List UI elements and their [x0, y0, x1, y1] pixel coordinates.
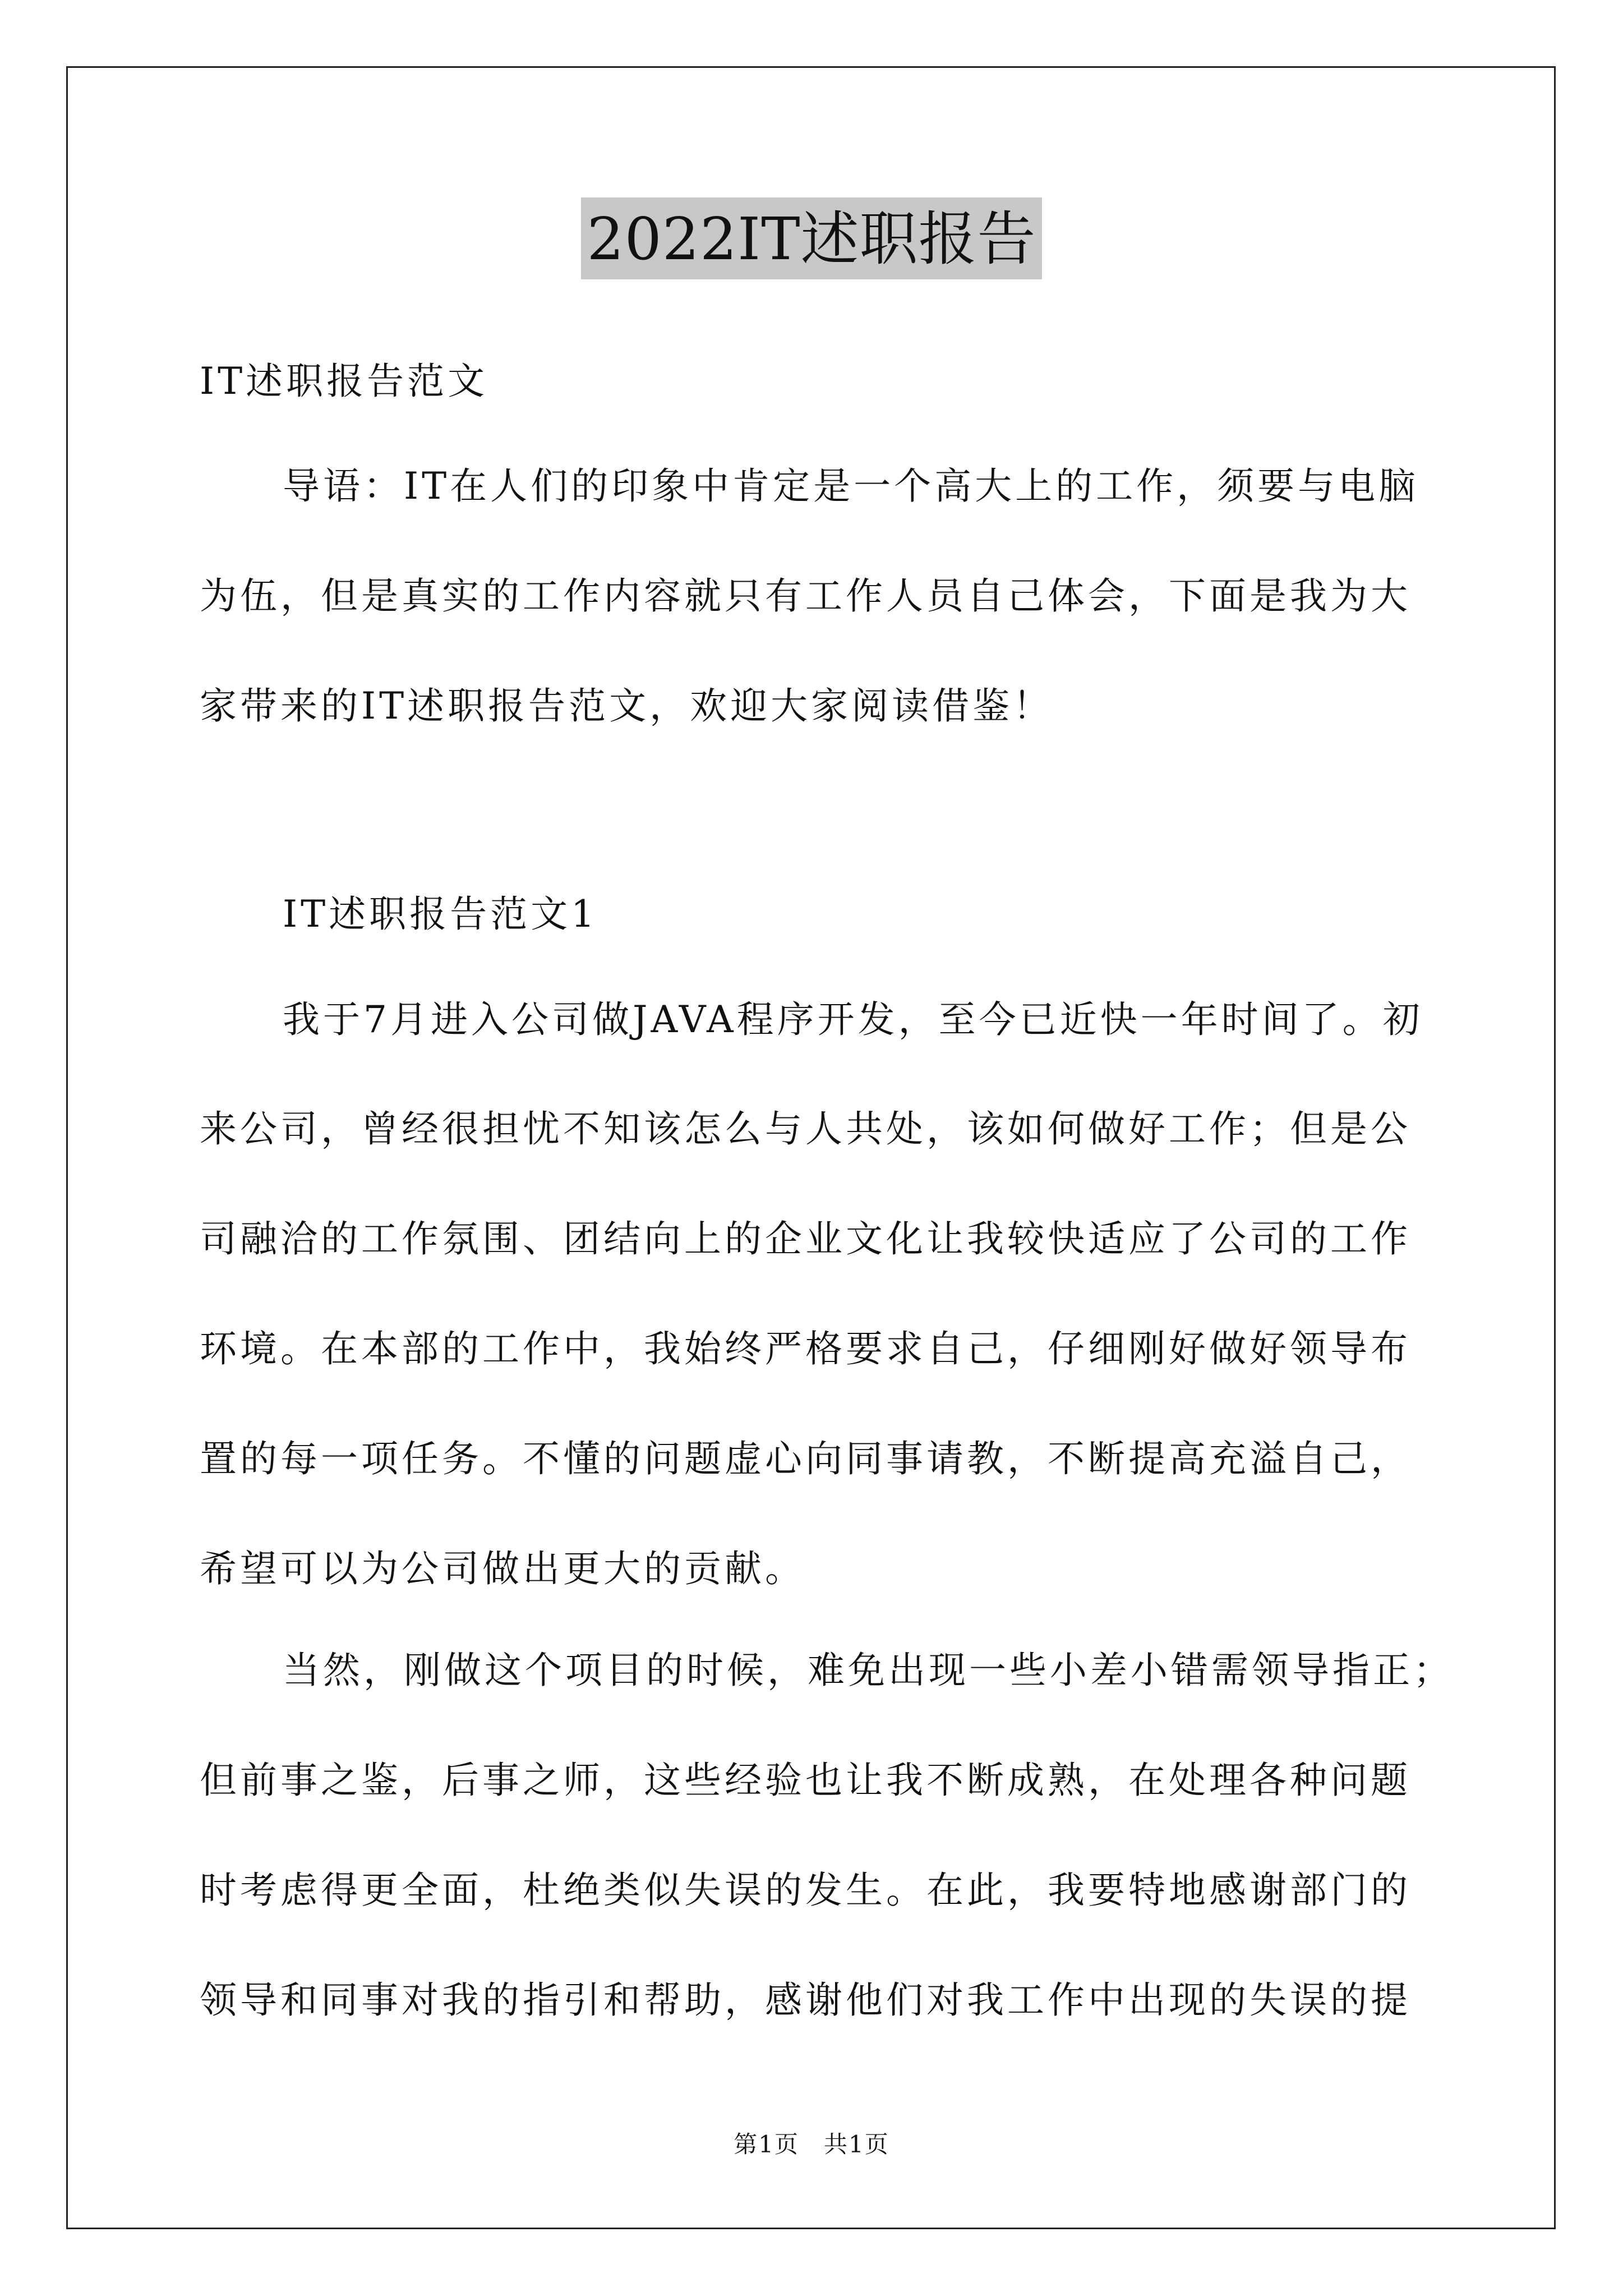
- paragraph-line: 环境。在本部的工作中，我始终严格要求自己，仔细刚好做好领导布: [200, 1327, 1411, 1370]
- page-footer: 第1页 共1页: [734, 2131, 889, 2158]
- paragraph-line: 司融洽的工作氛围、团结向上的企业文化让我较快适应了公司的工作: [200, 1217, 1411, 1260]
- intro-line: 家带来的IT述职报告范文，欢迎大家阅读借鉴！: [200, 684, 1054, 728]
- paragraph-line: 但前事之鉴，后事之师，这些经验也让我不断成熟，在处理各种问题: [200, 1759, 1411, 1802]
- paragraph-line: 希望可以为公司做出更大的贡献。: [200, 1547, 805, 1590]
- paragraph-line: 领导和同事对我的指引和帮助，感谢他们对我工作中出现的失误的提: [200, 1978, 1411, 2022]
- paragraph-line: 置的每一项任务。不懂的问题虚心向同事请教，不断提高充溢自己，: [200, 1437, 1411, 1480]
- section-heading: IT述职报告范文1: [283, 892, 598, 936]
- subtitle: IT述职报告范文: [200, 360, 488, 403]
- paragraph-line: 我于7月进入公司做JAVA程序开发，至今已近快一年时间了。初: [283, 998, 1423, 1041]
- paragraph-line: 当然，刚做这个项目的时候，难免出现一些小差小错需领导指正；: [283, 1649, 1454, 1692]
- intro-line: 为伍，但是真实的工作内容就只有工作人员自己体会，下面是我为大: [200, 574, 1411, 618]
- paragraph-line: 来公司，曾经很担忧不知该怎么与人共处，该如何做好工作；但是公: [200, 1107, 1411, 1151]
- title-container: [0, 197, 1623, 279]
- intro-line: 导语：IT在人们的印象中肯定是一个高大上的工作，须要与电脑: [283, 464, 1419, 508]
- paragraph-line: 时考虑得更全面，杜绝类似失误的发生。在此，我要特地感谢部门的: [200, 1869, 1411, 1912]
- document-title: 2022IT述职报告: [581, 197, 1041, 279]
